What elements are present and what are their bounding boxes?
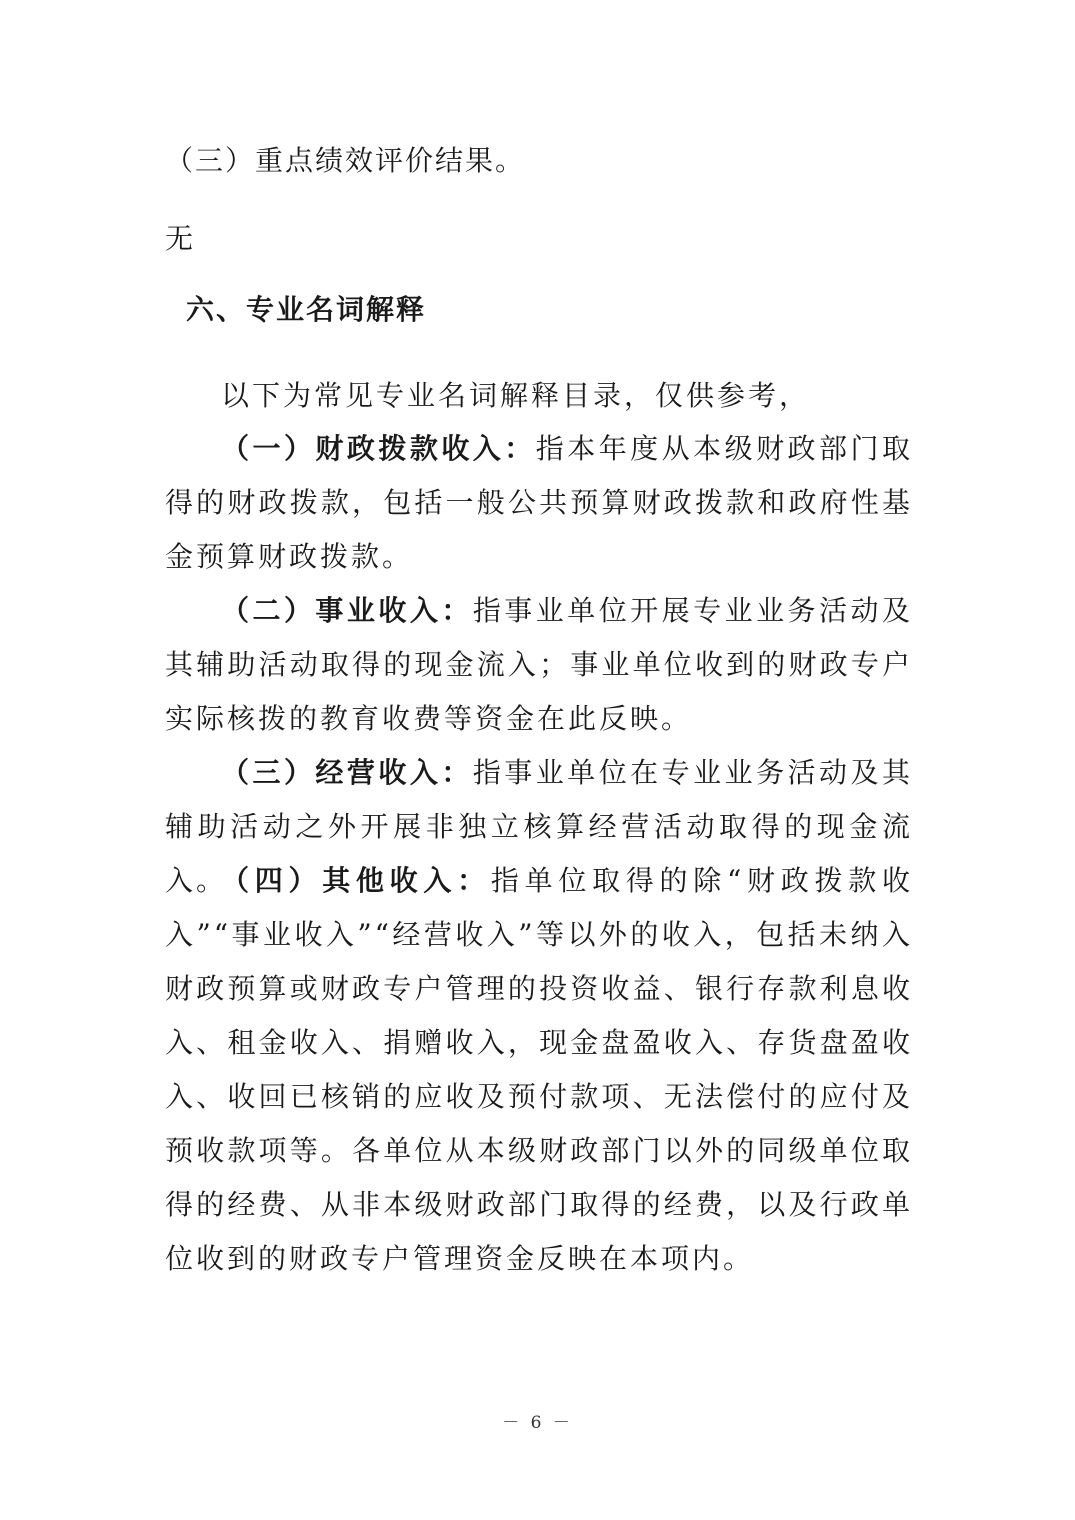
term-paragraph-4 (165, 854, 913, 1286)
intro-text: 以下为常见专业名词解释目录，仅供参考， (221, 379, 811, 412)
term-paragraph-1 (165, 422, 913, 584)
section-three-title: （三）重点绩效评价结果。 (165, 144, 526, 177)
section-six-heading: 六、专业名词解释 (186, 293, 427, 326)
section-three-body: 无 (165, 222, 196, 255)
term-label: （四）其他收入： (221, 864, 491, 897)
term-definition: 指本年度从本级财政部门取得的财政拨款，包括一般公共预算财政拨款和政府性基金预算财政拨款。 (165, 432, 913, 573)
page-number: － 6 － (502, 1413, 573, 1433)
section-six-intro (165, 369, 913, 423)
term-definition: 指事业单位开展专业业务活动及其辅助活动取得的现金流入；事业单位收到的财政专户实际核拨的教育收费等资金在此反映。 (165, 594, 913, 735)
term-label: （二）事业收入： (221, 594, 473, 627)
term-definition: 指事业单位在专业业务活动及其辅助活动之外开展非独立核算经营活动取得的现金流入。 (165, 756, 913, 897)
term-paragraph-2 (165, 584, 913, 746)
term-definition: 指单位取得的除“财政拨款收入”“事业收入”“经营收入”等以外的收入，包括未纳入财政预算或财政专户管理的投资收益、银行存款利息收入、租金收入、捐赠收入，现金盘盈收入、存货盘盈收入、收回已核销的应收及预付款项、无法偿付的应付及预收款项等。各单位从本级财政部门以外的同级单位取得的经费、从非本级财政部门取得的经费，以及行政单位收到的财政专户管理资金反映在本项内。 (165, 864, 913, 1275)
term-label: （三）经营收入： (221, 756, 473, 789)
term-label: （一）财政拨款收入： (221, 432, 536, 465)
